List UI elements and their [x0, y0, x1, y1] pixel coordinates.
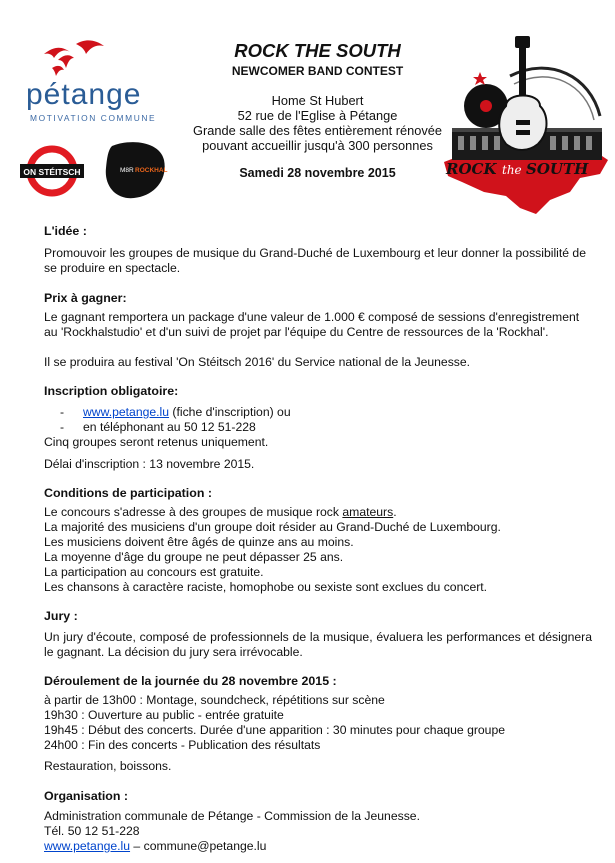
- schedule-line: 19h30 : Ouverture au public - entrée gratuite: [44, 708, 284, 722]
- inscription-deadline: Délai d'inscription : 13 novembre 2015.: [44, 457, 255, 471]
- address-line: 52 rue de l'Eglise à Pétange: [237, 108, 398, 123]
- section-heading-conditions: Conditions de participation :: [44, 486, 212, 500]
- list-bullet-dash: -: [60, 405, 65, 419]
- event-title: ROCK THE SOUTH: [234, 40, 401, 61]
- list-bullet-dash: -: [60, 420, 65, 434]
- prix-text-2: Il se produira au festival 'On Stéitsch 2016' du Service national de la Jeunesse.: [44, 355, 471, 369]
- conditions-amateurs: amateurs: [342, 505, 394, 519]
- on-steitsch-text: ON STÉITSCH: [23, 167, 81, 177]
- organisation-phone: Tél. 50 12 51-228: [44, 824, 140, 838]
- jury-text: Un jury d'écoute, composé de professionnels de la musique, évaluera les performances et désignera le gagnant. La décision du jury sera irrévocable.: [44, 630, 592, 660]
- website-link[interactable]: www.petange.lu: [83, 405, 170, 419]
- on-steitsch-logo-icon: [18, 142, 86, 200]
- conditions-line: Les musiciens doivent être âgés de quinze ans au moins.: [44, 535, 354, 549]
- inscription-item-website-rest: (fiche d'inscription) ou: [169, 405, 291, 419]
- event-subtitle: NEWCOMER BAND CONTEST: [231, 64, 404, 78]
- logo-tagline: MOTIVATION COMMUNE: [30, 113, 157, 123]
- section-heading-inscription: Inscription obligatoire:: [44, 384, 179, 398]
- organisation-contact: [44, 839, 592, 854]
- section-heading-idee: L'idée :: [44, 224, 87, 238]
- address-line: Grande salle des fêtes entièrement rénovée: [193, 123, 442, 138]
- inscription-item-website: [83, 405, 291, 419]
- schedule-line: 24h00 : Fin des concerts - Publication des résultats: [44, 738, 321, 752]
- prix-text: Le gagnant remportera un package d'une valeur de 1.000 € composé de sessions d'enregistrement au 'Rockhalstudio' et d'un suivi de projet par l'équipe du Centre de ressources de la 'Rockhal'.: [44, 310, 580, 340]
- rock-the-south-poster-icon: [440, 36, 612, 216]
- schedule-extra: Restauration, boissons.: [44, 759, 172, 773]
- conditions-line: La participation au concours est gratuite.: [44, 565, 264, 579]
- rockhal-text: ROCKHAL: [135, 167, 168, 174]
- section-heading-jury: Jury :: [44, 609, 78, 623]
- organisation-email: – commune@petange.lu: [130, 839, 267, 853]
- section-heading-deroulement: Déroulement de la journée du 28 novembre 2015 :: [44, 674, 337, 688]
- logo-name: pétange: [26, 78, 142, 111]
- conditions-line: La majorité des musiciens d'un groupe doit résider au Grand-Duché de Luxembourg.: [44, 520, 501, 534]
- address-line: pouvant accueillir jusqu'à 300 personnes: [202, 138, 433, 153]
- conditions-line: La moyenne d'âge du groupe ne peut dépasser 25 ans.: [44, 550, 344, 564]
- rockhal-logo-icon: [102, 138, 168, 200]
- conditions-period: .: [393, 505, 397, 519]
- section-heading-organisation: Organisation :: [44, 789, 128, 803]
- website-link[interactable]: www.petange.lu: [44, 839, 131, 853]
- idee-text: Promouvoir les groupes de musique du Grand-Duché de Luxembourg et leur donner la possibilité de se produire en spectacle.: [44, 246, 586, 276]
- rockhal-m8r-text: M8R: [120, 167, 134, 174]
- inscription-note: Cinq groupes seront retenus uniquement.: [44, 435, 269, 449]
- poster-text-rock: ROCK: [446, 160, 497, 178]
- conditions-line: [44, 505, 592, 520]
- poster-text-south: SOUTH: [526, 160, 589, 178]
- event-date: Samedi 28 novembre 2015: [239, 166, 396, 180]
- address-line: Home St Hubert: [271, 93, 364, 108]
- schedule-line: 19h45 : Début des concerts. Durée d'une apparition : 30 minutes pour chaque groupe: [44, 723, 506, 737]
- conditions-line: Les chansons à caractère raciste, homophobe ou sexiste sont exclues du concert.: [44, 580, 488, 594]
- birds-logo-icon: [40, 38, 110, 78]
- inscription-item-phone: en téléphonant au 50 12 51-228: [83, 420, 256, 434]
- poster-text-the: the: [502, 163, 522, 177]
- schedule-line: à partir de 13h00 : Montage, soundcheck, répétitions sur scène: [44, 693, 385, 707]
- organisation-line: Administration communale de Pétange - Commission de la Jeunesse.: [44, 809, 420, 823]
- conditions-line-text: Le concours s'adresse à des groupes de musique rock: [44, 505, 343, 519]
- section-heading-prix: Prix à gagner:: [44, 291, 127, 305]
